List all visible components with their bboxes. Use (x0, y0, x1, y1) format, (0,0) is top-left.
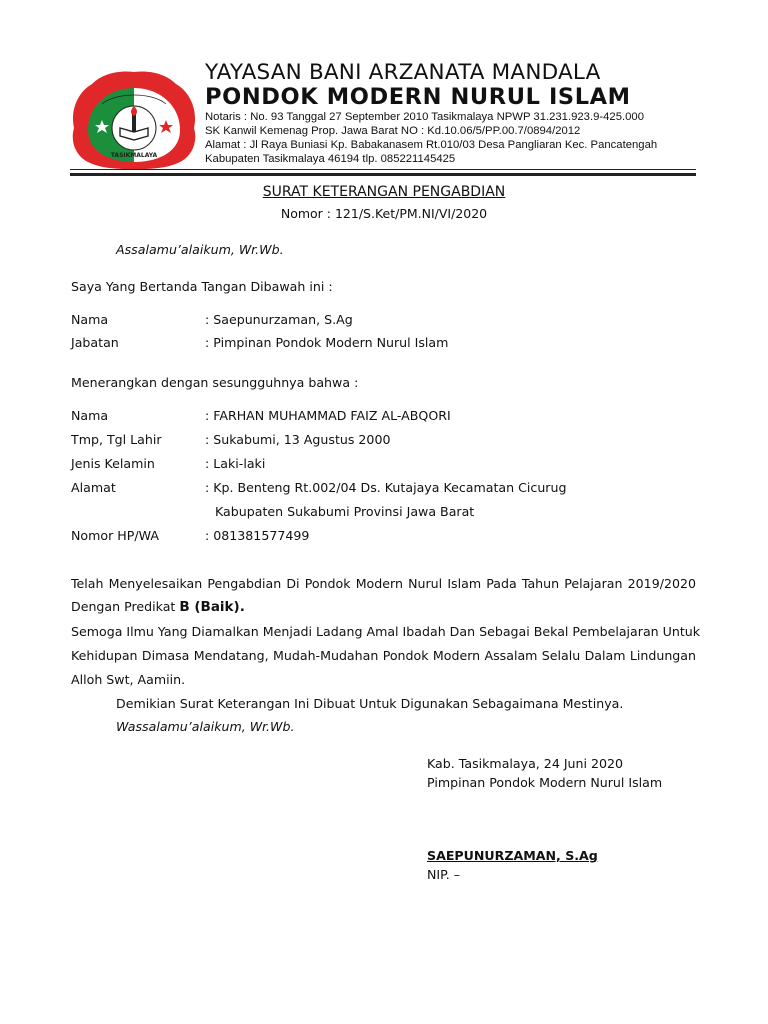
birth-value: : Sukabumi, 13 Agustus 2000 (205, 432, 391, 447)
address-value-cont: Kabupaten Sukabumi Provinsi Jawa Barat (215, 504, 475, 519)
address-label: Alamat (71, 480, 116, 495)
predicate-prefix: Dengan Predikat (71, 599, 180, 614)
notary-line: Notaris : No. 93 Tanggal 27 September 2010 Tasikmalaya NPWP 31.231.923.9-425.000 (205, 111, 644, 123)
predicate-grade: B (Baik). (179, 599, 245, 615)
letter-title: SURAT KETERANGAN PENGABDIAN (262, 184, 506, 200)
phone-value: : 081381577499 (205, 528, 310, 543)
closing-text: Demikian Surat Keterangan Ini Dibuat Untuk Digunakan Sebagaimana Mestinya. (116, 696, 624, 711)
address-value: : Kp. Benteng Rt.002/04 Ds. Kutajaya Kecamatan Cicurug (205, 480, 567, 495)
body-line-5: Alloh Swt, Aamiin. (71, 672, 186, 687)
signer-position-value: : Pimpinan Pondok Modern Nurul Islam (205, 335, 449, 350)
body-line-3: Semoga Ilmu Yang Diamalkan Menjadi Ladang Amal Ibadah Dan Sebagai Bekal Pembelajaran Untuk (71, 624, 701, 639)
body-line-1: Telah Menyelesaikan Pengabdian Di Pondok Modern Nurul Islam Pada Tahun Pelajaran 2019/2020 (71, 576, 696, 591)
signer-name-value: : Saepunurzaman, S.Ag (205, 312, 353, 327)
body-line-4: Kehidupan Dimasa Mendatang, Mudah-Mudahan Pondok Modern Assalam Selalu Dalam Lindungan (71, 648, 696, 663)
subject-name-label: Nama (71, 408, 109, 423)
header-rule-thin (70, 169, 696, 170)
nip: NIP. – (427, 867, 461, 882)
address-line: Alamat : Jl Raya Buniasi Kp. Babakanasem Rt.010/03 Desa Pangliaran Kec. Pancatengah (205, 139, 658, 151)
place-date: Kab. Tasikmalaya, 24 Juni 2020 (427, 756, 624, 771)
school-name: PONDOK MODERN NURUL ISLAM (205, 84, 631, 110)
logo-text: TASIKMALAYA (110, 152, 158, 159)
phone-label: Nomor HP/WA (71, 528, 159, 543)
gender-value: : Laki-laki (205, 456, 266, 471)
subject-name-value: : FARHAN MUHAMMAD FAIZ AL-ABQORI (205, 408, 451, 423)
gender-label: Jenis Kelamin (71, 456, 155, 471)
address-line-2: Kabupaten Tasikmalaya 46194 tlp. 085221145425 (205, 153, 456, 165)
signer-position: Pimpinan Pondok Modern Nurul Islam (427, 775, 663, 790)
signer-position-label: Jabatan (71, 335, 119, 350)
body-line-2 (71, 599, 245, 615)
foundation-name: YAYASAN BANI ARZANATA MANDALA (205, 60, 601, 85)
letter-number: Nomor : 121/S.Ket/PM.NI/VI/2020 (280, 206, 488, 221)
signer-name-label: Nama (71, 312, 109, 327)
birth-label: Tmp, Tgl Lahir (71, 432, 162, 447)
header-rule-thick (70, 173, 696, 176)
intro-text: Saya Yang Bertanda Tangan Dibawah ini : (71, 279, 333, 294)
foundation-logo (68, 70, 200, 172)
farewell: Wassalamu’alaikum, Wr.Wb. (116, 719, 295, 734)
sk-line: SK Kanwil Kemenag Prop. Jawa Barat NO : Kd.10.06/5/PP.00.7/0894/2012 (205, 125, 581, 137)
statement-text: Menerangkan dengan sesungguhnya bahwa : (71, 375, 359, 390)
signer-name: SAEPUNURZAMAN, S.Ag (427, 848, 598, 863)
greeting: Assalamu’alaikum, Wr.Wb. (116, 242, 284, 257)
